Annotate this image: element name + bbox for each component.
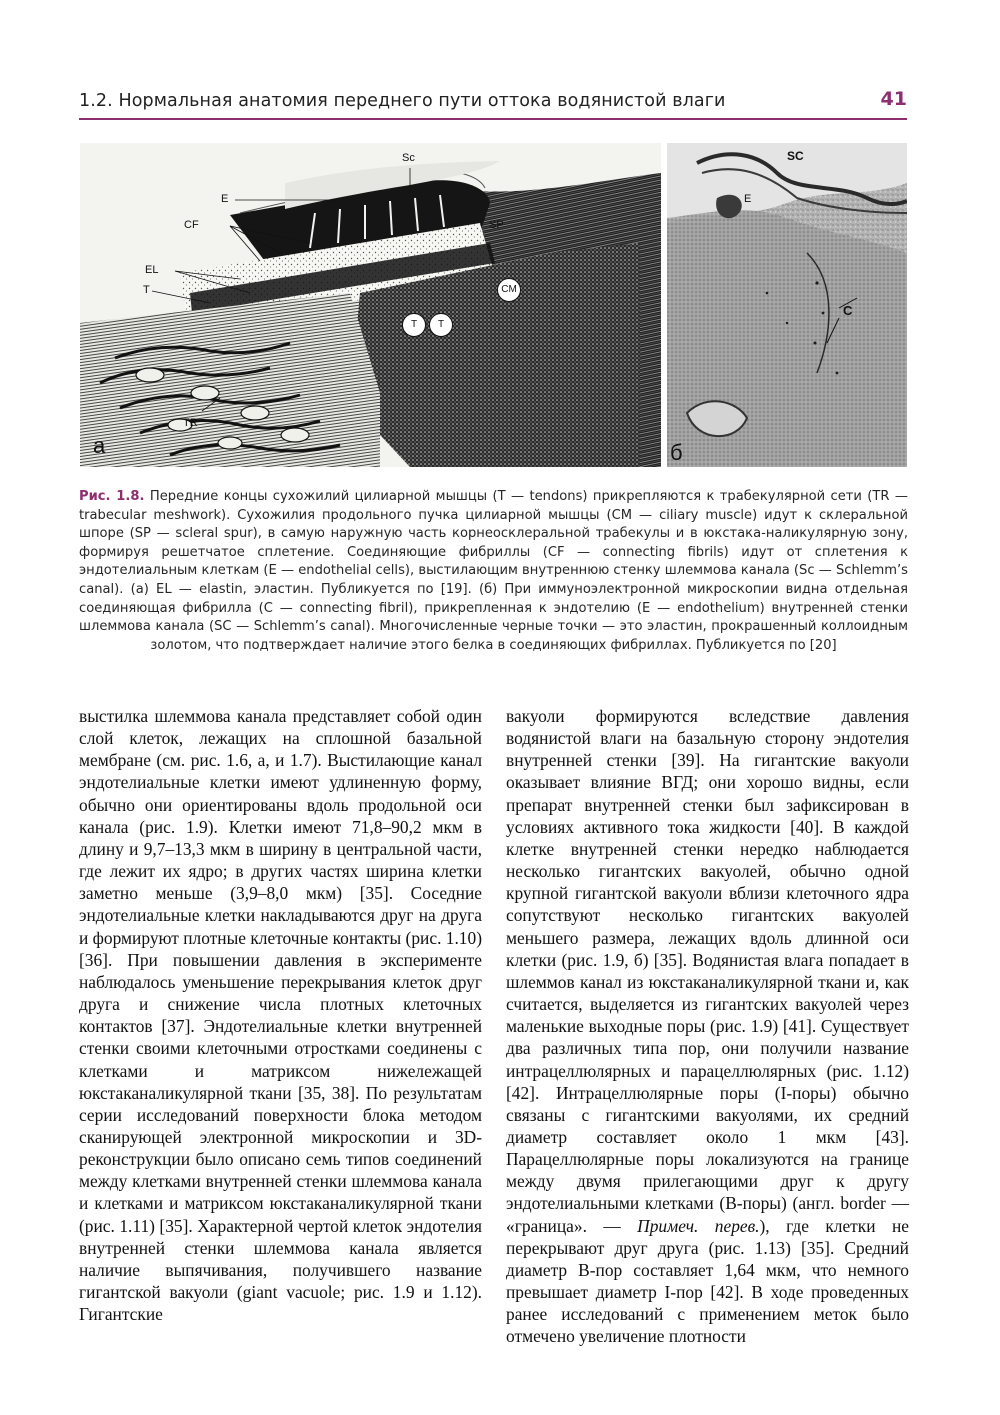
running-head <box>79 86 907 120</box>
caption-text: Передние концы сухожилий цилиарной мышцы (T — tendons) прикрепляются к трабекулярной сети (TR — trabecular meshwork). Сухожилия продольного пучка цилиарной мышцы (CM — ciliary muscle) идут к склеральной шпоре (SP — scleral spur), в самую наружную часть корнеосклеральной трабекулы и в юкстака-наликулярную зону, формируя решетчатое сплетение. Соединяющие фибриллы (CF — connecting fibrils) идут от сплетения к эндотелиальным клеткам (E — endothelial cells), выстилающим внутреннюю стенку шлеммова канала (Sc — Schlemm’s canal). (а) EL — elastin, эластин. Публикуется по [19]. (б) При иммуноэлектронной микроскопии видна отдельная соединяющая фибрилла (C — connecting fibril), прикрепленная к эндотелию (E — endothelium) внутренней стенки шлеммова канала (SC — Schlemm’s canal). Многочисленные черные точки — это эластин, прокрашенный коллоидным золотом, что подтверждает наличие этого белка в соединяющих фибриллах. Публикуется по [20] <box>79 489 908 653</box>
label-sp: SP <box>489 219 504 231</box>
figure-a-drawing <box>80 143 661 467</box>
label-b-c: C <box>843 303 853 318</box>
running-title: 1.2. Нормальная анатомия переднего пути оттока водянистой влаги <box>79 91 726 111</box>
label-sc: Sc <box>402 152 415 164</box>
right-column-text-1: вакуоли формируются вследствие давления водянистой влаги на базальную сторону эндотелия внутренней стенки [39]. На гигантские вакуоли оказывает влияние ВГД; они хорошо видны, если препарат внутренней стенки был зафиксирован в условиях активного тока жидкости [40]. В каждой клетке внутренней стенки нередко наблюдается несколько гигантских вакуолей, обычно одной крупной гигантской вакуоли вблизи клеточного ядра сопутствуют несколько гигантских вакуолей меньшего размера, лежащих вдоль длинной оси клетки (рис. 1.9, б) [35]. Водянистая влага попадает в шлеммов канал из юкстаканаликулярной ткани и, как считается, выделяется из гигантских вакуолей через маленькие выходные поры (рис. 1.9) [41]. Существует два различных типа пор, они получили название интрацеллюлярных и парацеллюлярных (рис. 1.12) [42]. Интрацеллюлярные поры (I-поры) обычно связаны с гигантскими вакуолями, их средний диаметр составляет около 1 мкм [43]. Парацеллюлярные поры локализуются на границе между двумя прилегающими друг к другу эндотелиальными клетками (B-поры) (англ. border — «граница». — <box>506 706 909 1236</box>
panel-letter-a: а <box>93 433 106 458</box>
body-column-left <box>79 705 482 1325</box>
label-e: E <box>221 193 229 205</box>
figure-b-micrograph <box>667 143 907 467</box>
caption-label: Рис. 1.8. <box>79 489 145 504</box>
label-cf: CF <box>184 219 199 231</box>
figure-b-image <box>667 143 907 467</box>
figure-a-illustration <box>80 143 661 467</box>
label-t: T <box>143 284 150 296</box>
right-column-paragraph <box>506 705 909 1348</box>
figure-caption <box>79 488 908 655</box>
label-cm: CM <box>497 278 521 302</box>
label-t-2: T <box>429 313 453 337</box>
label-el: EL <box>145 264 159 276</box>
right-column-text-2: ), где клетки не перекрывают друг друга (рис. 1.13) [35]. Средний диаметр B-пор составляет 1,64 мкм, что немного превышает диаметр I-пор [42]. В ходе проведенных ранее исследований с применением меток было отмечено увеличение плотности <box>506 1215 909 1347</box>
left-column-text: выстилка шлеммова канала представляет собой один слой клеток, лежащих на сплошной базальной мембране (см. рис. 1.6, а, и 1.7). Выстилающие канал эндотелиальные клетки имеют удлиненную форму, обычно они ориентированы вдоль продольной оси канала (рис. 1.9). Клетки имеют 71,8–90,2 мкм в длину и 9,7–13,3 мкм в ширину в центральной части, где лежит их ядро; в других частях ширина клетки заметно меньше (3,9–8,0 мкм) [35]. Соседние эндотелиальные клетки накладываются друг на друга и формируют плотные клеточные контакты (рис. 1.10) [36]. При повышении давления в эксперименте наблюдалось уменьшение перекрывания клеток друг друга и снижение числа плотных клеточных контактов [37]. Эндотелиальные клетки внутренней стенки своими клеточными отростками соединены с клетками и матриксом нижележащей юкстаканаликулярной ткани [35, 38]. По результатам серии исследований поверхности блока методом сканирующей электронной микроскопии и 3D-реконструкции было описано семь типов соединений между клетками внутренней стенки шлеммова канала и клетками и матриксом юкстаканаликулярной ткани (рис. 1.11) [35]. Характерной чертой клеток эндотелия внутренней стенки шлеммова канала является наличие выпячивания, получившего название гигантской вакуоли (giant vacuole; рис. 1.9 и 1.12). Гигантские <box>79 706 482 1325</box>
translator-note: Примеч. перев. <box>637 1215 760 1236</box>
panel-letter-b: б <box>670 440 683 465</box>
body-column-right <box>506 705 909 1348</box>
label-b-sc: SC <box>787 149 804 163</box>
label-tr: TR <box>183 417 198 429</box>
page-number: 41 <box>880 88 907 110</box>
label-b-e: E <box>744 193 752 205</box>
label-t-1: T <box>402 313 426 337</box>
